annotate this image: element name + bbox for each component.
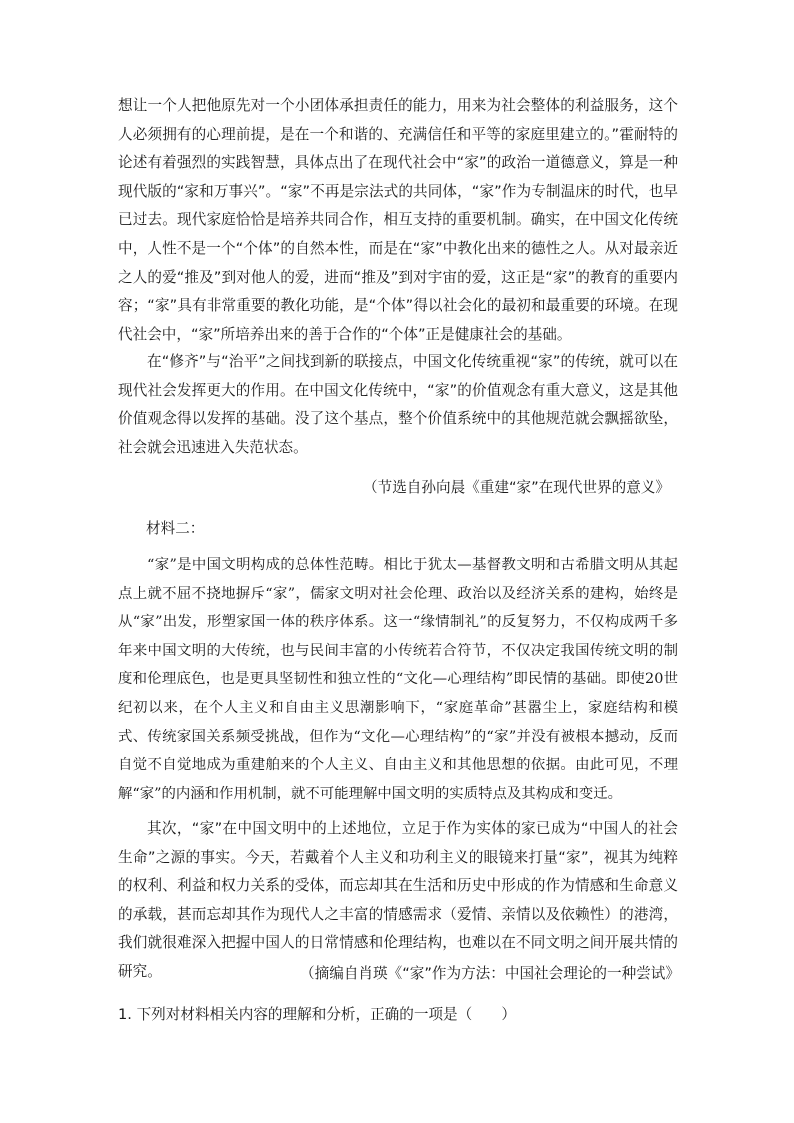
source-citation-2: （摘编自肖瑛《“家”作为方法：中国社会理论的一种尝试》 (300, 965, 680, 982)
paragraph-4: 其次，“家”在中国文明中的上述地位，立足于作为实体的家已成为“中国人的社会生命”之源的事实。今天，若戴着个人主义和功利主义的眼镜来打量“家”，视其为纯粹的权利、利益和权力关系的受体，而忘却其在生活和历史中形成的作为情感和生命意义的承载，甚而忘却其作为现代人之丰富的情感需求（爱情、亲情以及依赖性）的港湾，我们就很难深入把握中国人的日常情感和伦理结构，也难以在不同文明之间开展共情的研究。 (118, 820, 678, 980)
paragraph-3: “家”是中国文明构成的总体性范畴。相比于犹太—基督教文明和古希腊文明从其起点上就不屈不挠地摒斥“家”，儒家文明对社会伦理、政治以及经济关系的建构，始终是从“家”出发，形塑家国一体的秩序体系。这一“缘情制礼”的反复努力，不仅构成两千多年来中国文明的大传统，也与民间丰富的小传统若合符节，不仅决定我国传统文明的制度和伦理底色，也是更具坚韧性和独立性的“文化—心理结构”即民情的基础。即使20世纪初以来，在个人主义和自由主义思潮影响下，“家庭革命”甚嚣尘上，家庭结构和模式、传统家国关系频受挑战，但作为“文化—心理结构”的“家”并没有被根本撼动，反而自觉不自觉地成为重建舶来的个人主义、自由主义和其他思想的依据。由此可见，不理解“家”的内涵和作用机制，就不可能理解中国文明的实质特点及其构成和变迁。 (118, 557, 678, 802)
paragraph-1: 想让一个人把他原先对一个小团体承担责任的能力，用来为社会整体的利益服务，这个人必须拥有的心理前提，是在一个和谐的、充满信任和平等的家庭里建立的。”霍耐特的论述有着强烈的实践智慧，具体点出了在现代社会中“家”的政治一道德意义，算是一种现代版的“家和万事兴”。“家”不再是宗法式的共同体，“家”作为专制温床的时代，也早已过去。现代家庭恰恰是培养共同合作，相互支持的重要机制。确实，在中国文化传统中，人性不是一个“个体”的自然本性，而是在“家”中教化出来的德性之人。从对最亲近之人的爱“推及”到对他人的爱，进而“推及”到对宇宙的爱，这正是“家”的教育的重要内容；“家”具有非常重要的教化功能，是“个体”得以社会化的最初和最重要的环境。在现代社会中，“家”所培养出来的善于合作的“个体”正是健康社会的基础。 (118, 97, 678, 343)
paragraph-2: 在“修齐”与“治平”之间找到新的联接点，中国文化传统重视“家”的传统，就可以在现代社会发挥更大的作用。在中国文化传统中，“家”的价值观念有重大意义，这是其他价值观念得以发挥的基础。没了这个基点，整个价值系统中的其他规范就会飘摇欲坠，社会就会迅速进入失范状态。 (118, 353, 678, 456)
material-2-heading: 材料二： (146, 520, 205, 537)
question-1: 1. 下列对材料相关内容的理解和分析，正确的一项是（ ） (118, 1006, 517, 1023)
source-citation-1: （节选自孙向晨《重建“家”在现代世界的意义》 (363, 479, 670, 496)
